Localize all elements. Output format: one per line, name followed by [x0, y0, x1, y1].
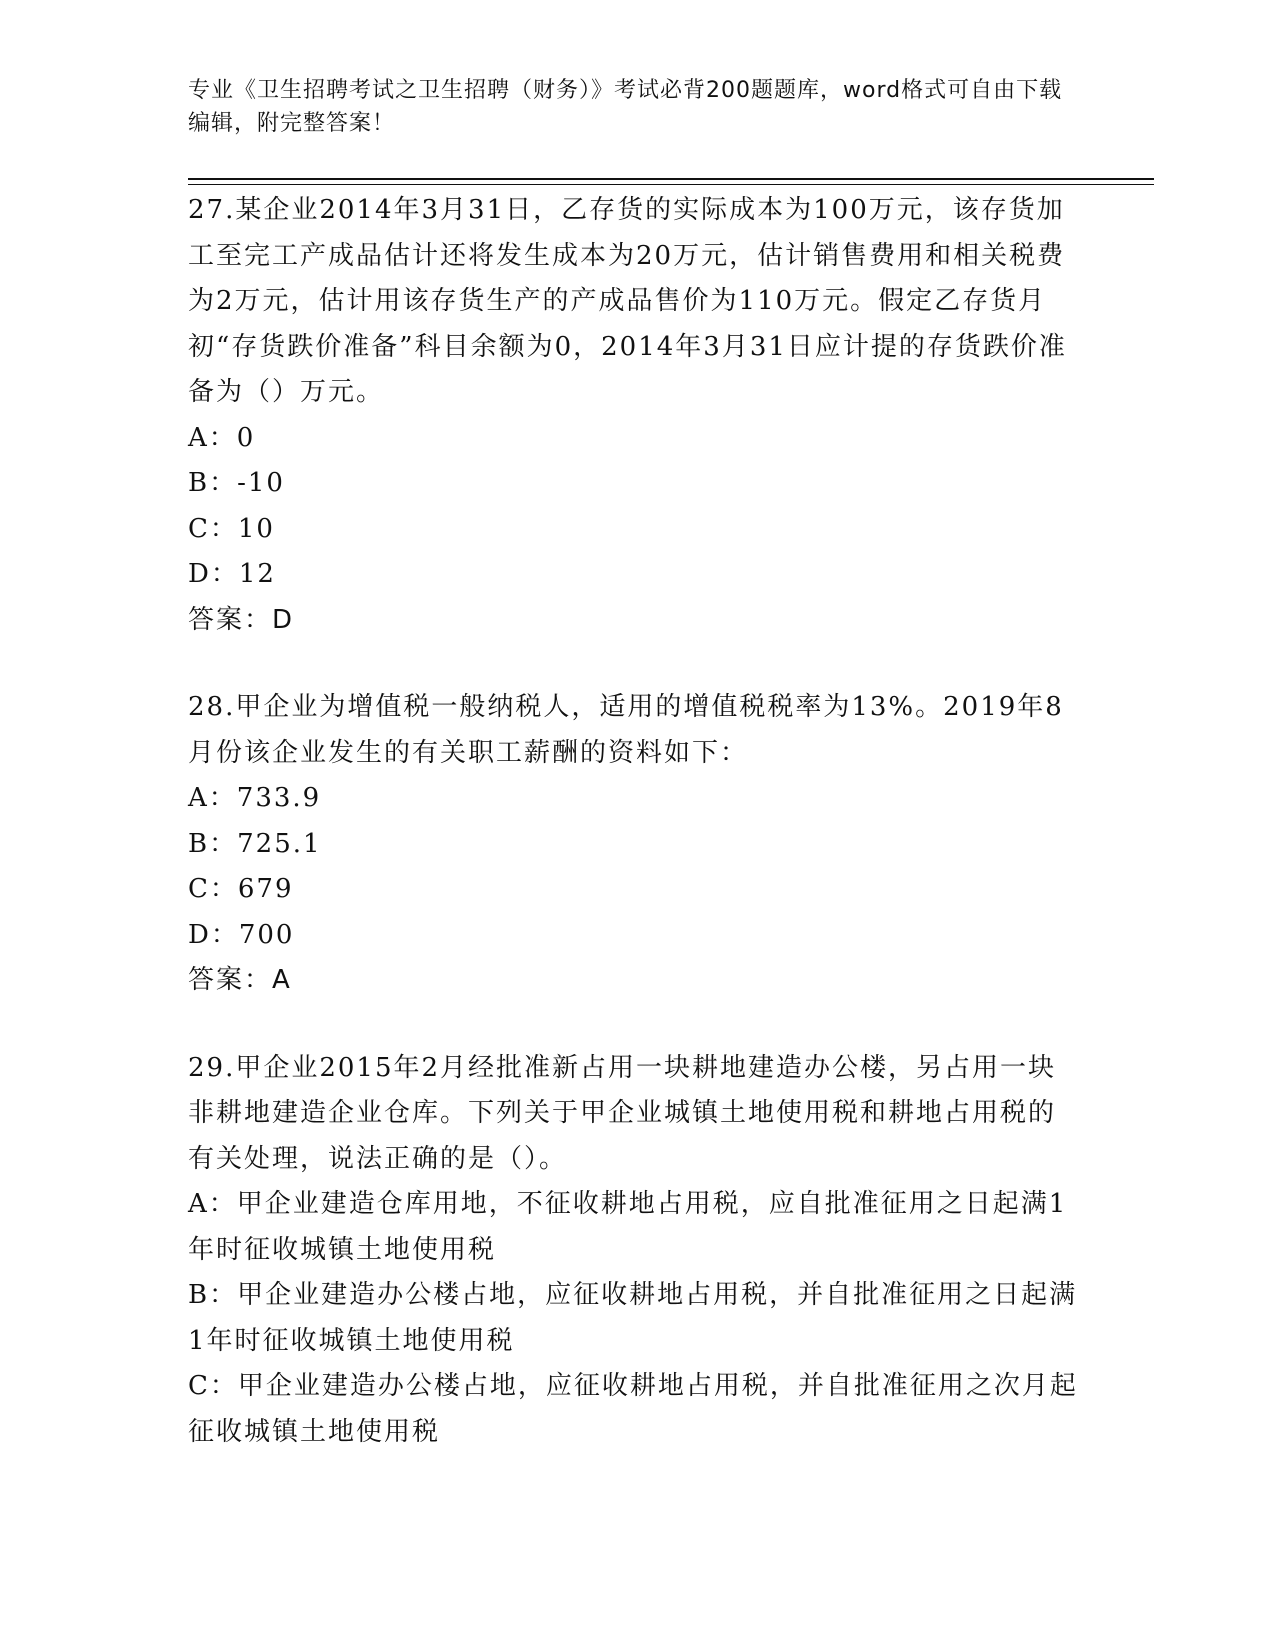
answer-line: 答案：D [188, 604, 295, 635]
option-b: B：725.1 [188, 828, 322, 859]
question-29 [188, 1046, 1078, 1456]
option-b: B：-10 [188, 468, 285, 498]
question-27 [188, 188, 1078, 643]
option-d: D：12 [188, 559, 276, 589]
question-text: 28.甲企业为增值税一般纳税人，适用的增值税税率为13%。2019年8月份该企业发生的有关职工薪酬的资料如下： [188, 692, 1064, 768]
answer-line: 答案：A [188, 965, 292, 995]
option-a: A：甲企业建造仓库用地，不征收耕地占用税，应自批准征用之日起满1年时征收城镇土地使用税 [188, 1189, 1068, 1265]
document-header: 专业《卫生招聘考试之卫生招聘（财务）》考试必背200题题库，word格式可自由下载编辑，附完整答案！ [188, 78, 1063, 136]
option-c: C：679 [188, 874, 294, 904]
question-list [188, 188, 1078, 1497]
option-a: A：0 [188, 422, 256, 453]
header-divider-thick [188, 178, 1154, 180]
question-text: 29.甲企业2015年2月经批准新占用一块耕地建造办公楼，另占用一块非耕地建造企业仓库。下列关于甲企业城镇土地使用税和耕地占用税的有关处理，说法正确的是（）。 [188, 1052, 1057, 1174]
option-c: C：甲企业建造办公楼占地，应征收耕地占用税，并自批准征用之次月起征收城镇土地使用税 [188, 1371, 1078, 1447]
option-a: A：733.9 [188, 783, 322, 813]
header-divider-thin [188, 184, 1154, 185]
option-b: B：甲企业建造办公楼占地，应征收耕地占用税，并自批准征用之日起满1年时征收城镇土地使用税 [188, 1280, 1078, 1356]
question-28 [188, 685, 1078, 1004]
question-text: 27.某企业2014年3月31日，乙存货的实际成本为100万元，该存货加工至完工产成品估计还将发生成本为20万元，估计销售费用和相关税费为2万元，估计用该存货生产的产成品售价为110万元。假定乙存货月初“存货跌价准备”科目余额为0，2014年3月31日应计提的存货跌价准备为（）万元。 [188, 195, 1067, 407]
option-d: D：700 [188, 919, 295, 950]
option-c: C：10 [188, 513, 275, 544]
